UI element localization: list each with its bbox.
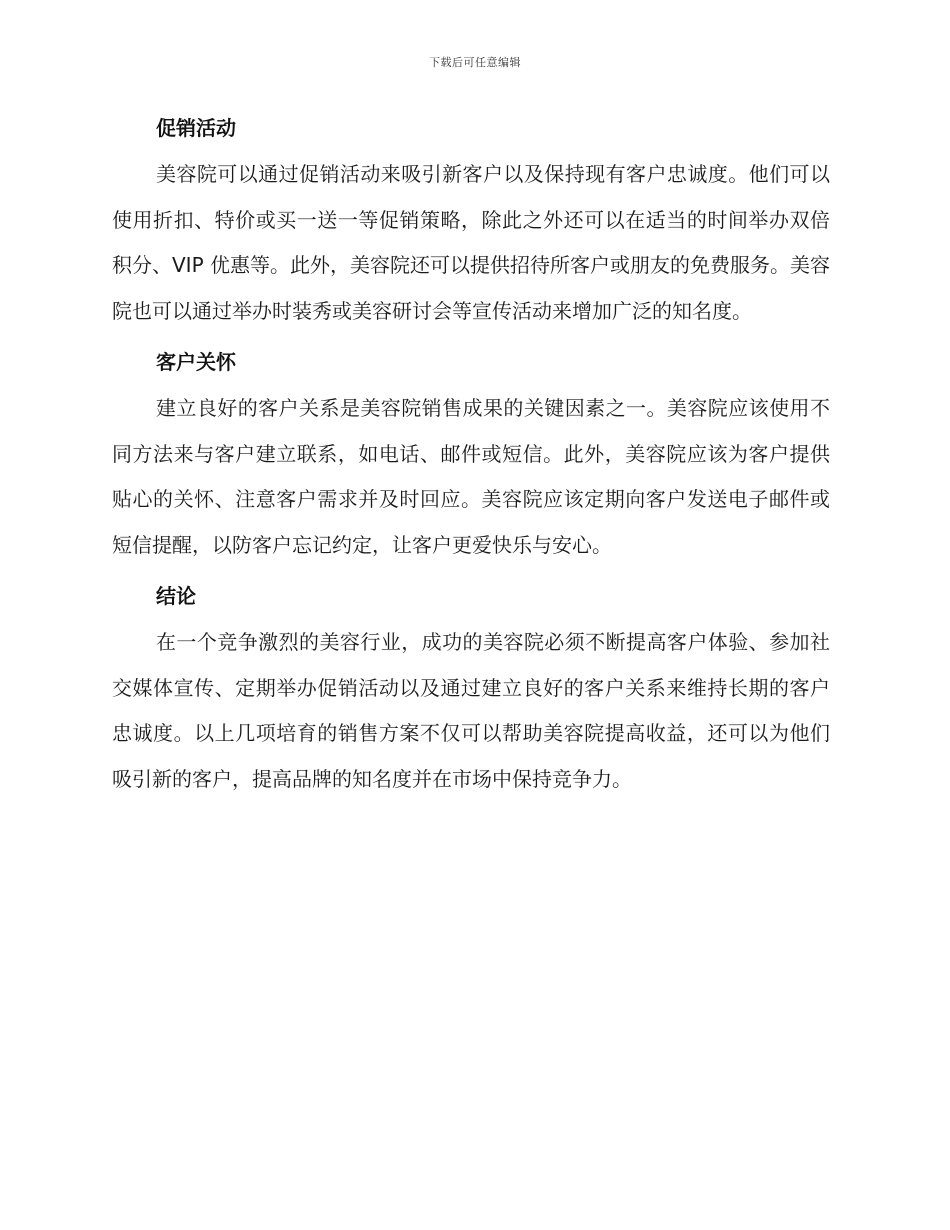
section-paragraph: 美容院可以通过促销活动来吸引新客户以及保持现有客户忠诚度。他们可以使用折扣、特价或买一送一等促销策略，除此之外还可以在适当的时间举办双倍积分、VIP 优惠等。此外，美容院还可以提供招待所客户或朋友的免费服务。美容院也可以通过举办时装秀或美容研讨会等宣传活动来增加广泛的知名度。 xyxy=(112,162,830,323)
header-note: 下载后可任意编辑 xyxy=(429,56,521,69)
section-conclusion xyxy=(112,578,830,802)
section-heading: 促销活动 xyxy=(156,116,236,140)
section-heading: 结论 xyxy=(156,584,196,608)
section-heading: 客户关怀 xyxy=(156,350,236,374)
section-paragraph: 建立良好的客户关系是美容院销售成果的关键因素之一。美容院应该使用不同方法来与客户建立联系，如电话、邮件或短信。此外，美容院应该为客户提供贴心的关怀、注意客户需求并及时回应。美容院应该定期向客户发送电子邮件或短信提醒，以防客户忘记约定，让客户更爱快乐与安心。 xyxy=(112,396,830,557)
document-body xyxy=(112,110,830,812)
section-customer-care xyxy=(112,344,830,568)
section-paragraph: 在一个竞争激烈的美容行业，成功的美容院必须不断提高客户体验、参加社交媒体宣传、定期举办促销活动以及通过建立良好的客户关系来维持长期的客户忠诚度。以上几项培育的销售方案不仅可以帮助美容院提高收益，还可以为他们吸引新的客户，提高品牌的知名度并在市场中保持竞争力。 xyxy=(112,630,830,791)
section-promotions xyxy=(112,110,830,334)
